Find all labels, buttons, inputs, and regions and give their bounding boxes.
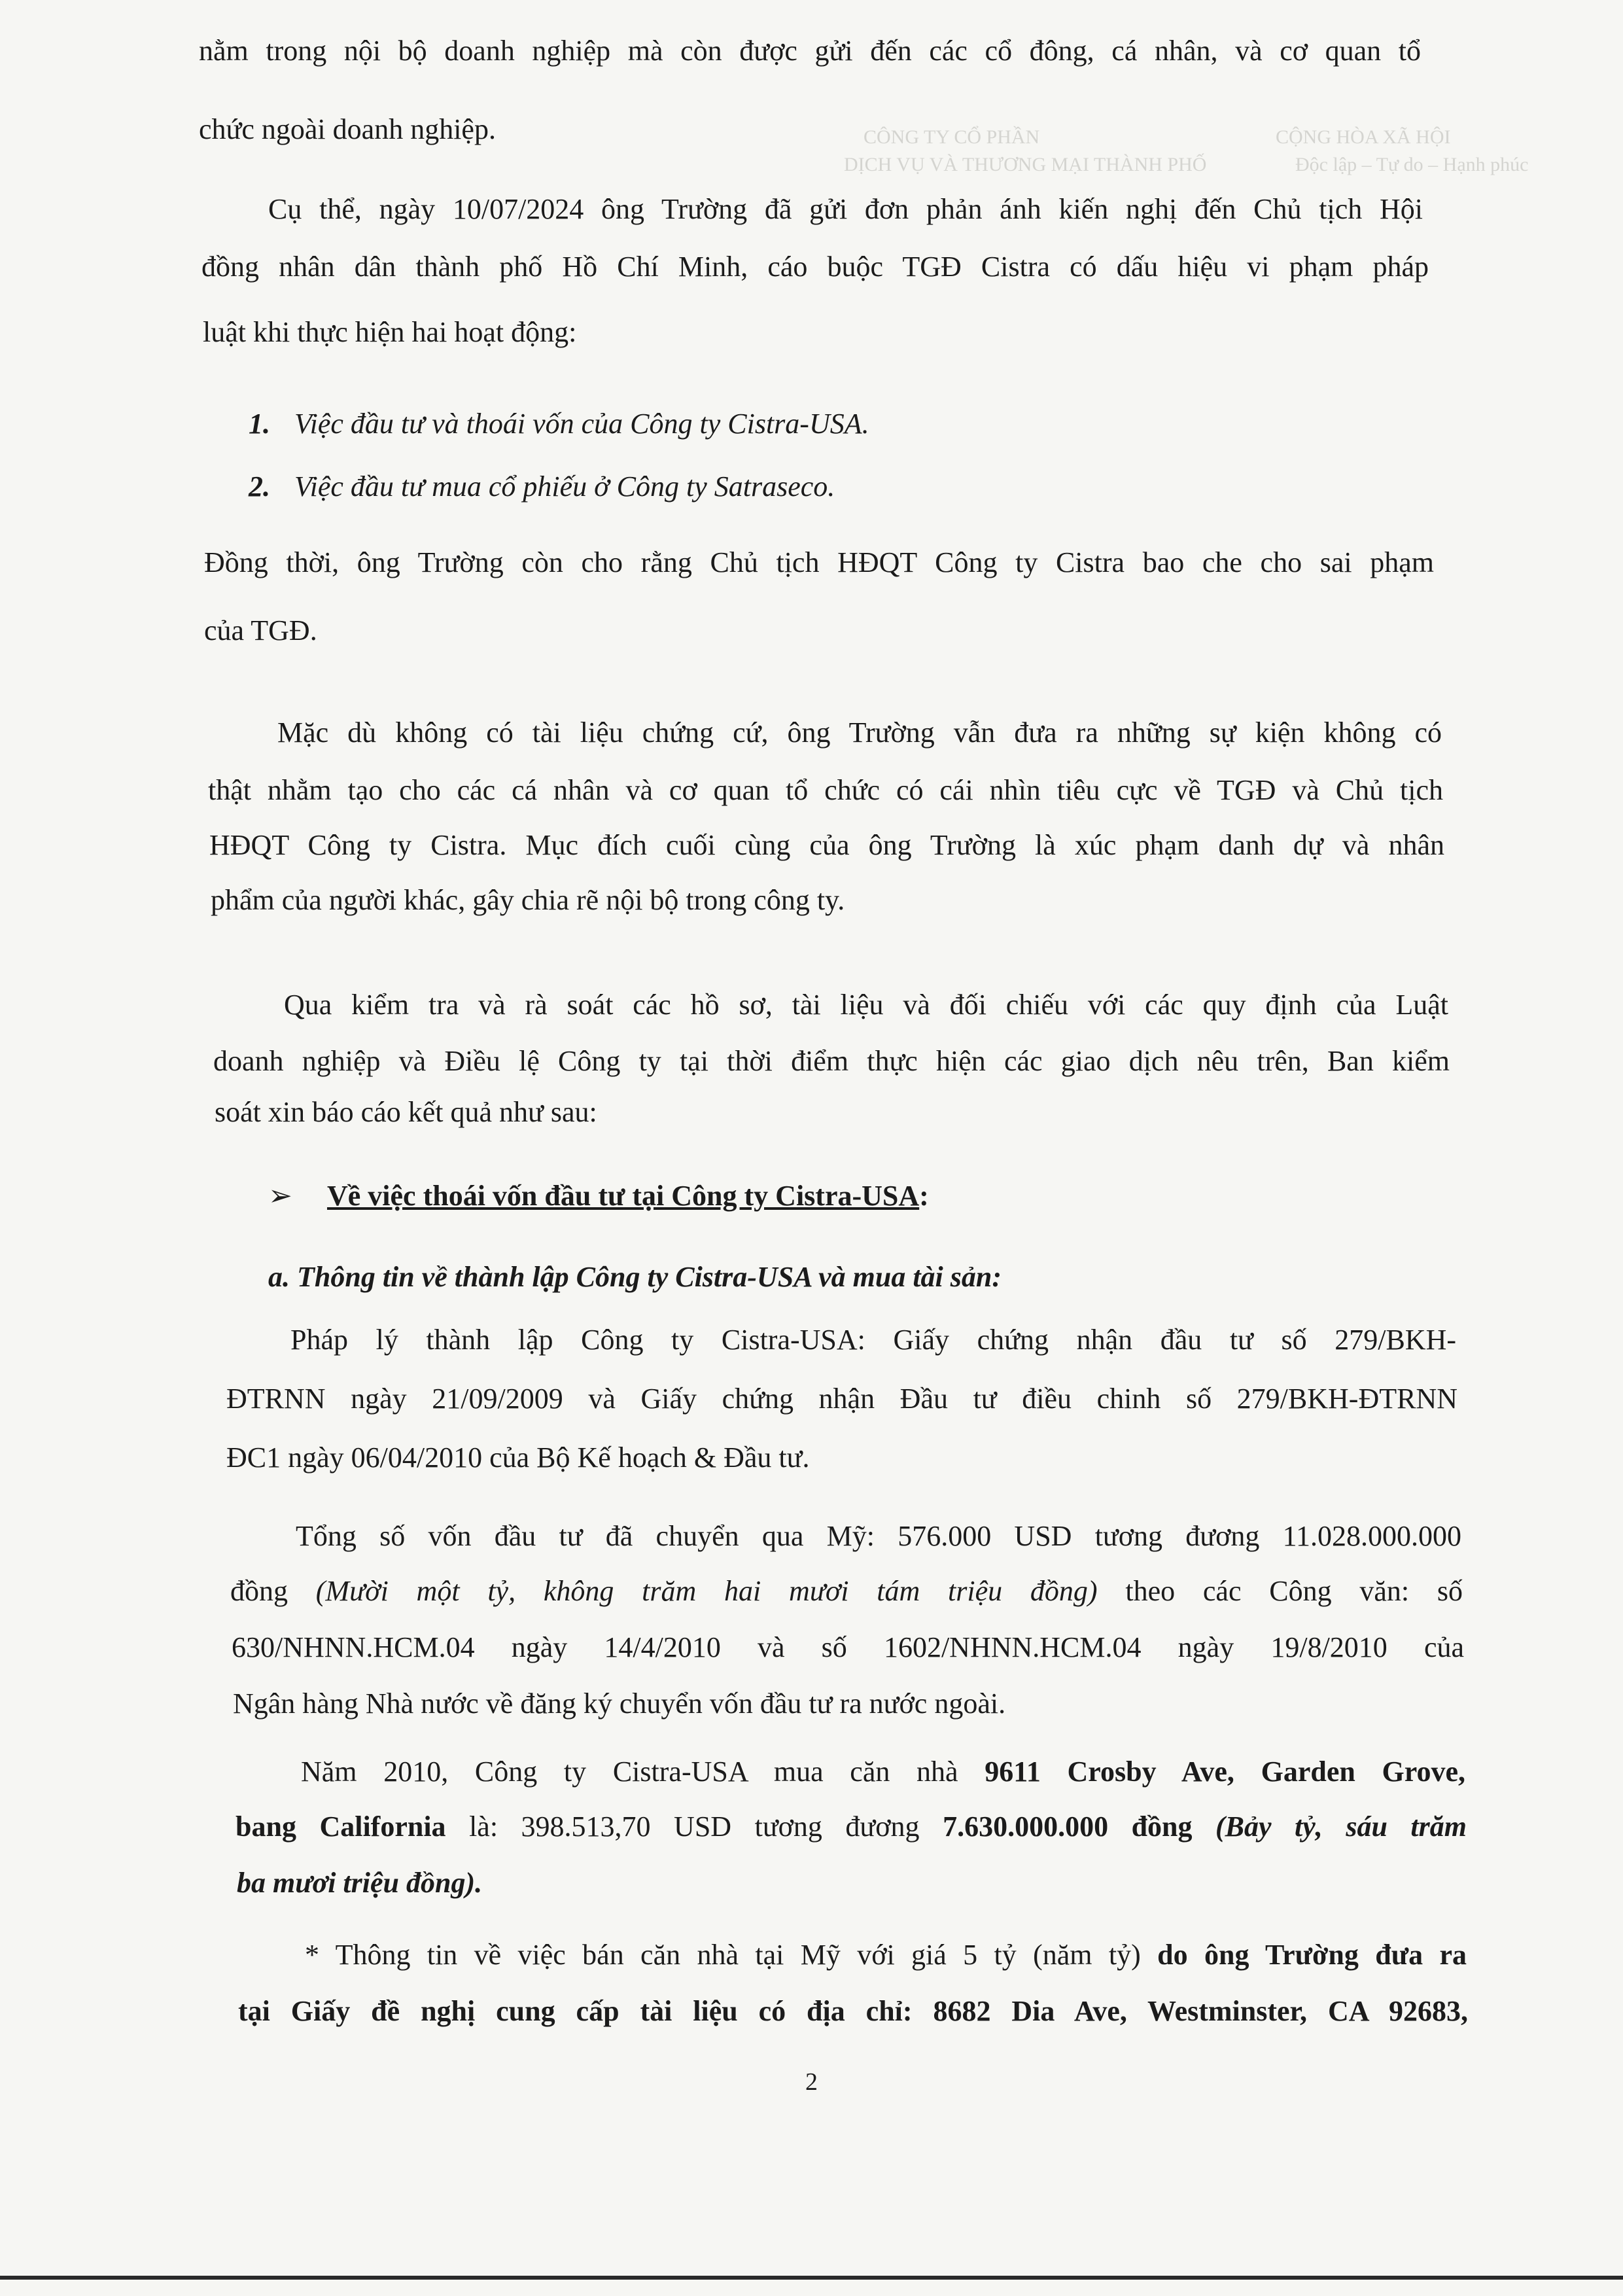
paragraph-line: Mặc dù không có tài liệu chứng cứ, ông Trường vẫn đưa ra những sự kiện không có: [277, 716, 1442, 749]
section-heading-text: Về việc thoái vốn đầu tư tại Công ty Cistra-USA: [327, 1180, 920, 1212]
text-run: Năm 2010, Công ty Cistra-USA mua căn nhà: [301, 1756, 985, 1788]
section-heading: [268, 1178, 929, 1214]
paragraph-line: 630/NHNN.HCM.04 ngày 14/4/2010 và số 1602/NHNN.HCM.04 ngày 19/8/2010 của: [232, 1631, 1464, 1663]
text-run-bold: 7.630.000.000 đồng: [943, 1810, 1193, 1843]
paragraph-line: ĐC1 ngày 06/04/2010 của Bộ Kế hoạch & Đầu tư.: [226, 1441, 810, 1474]
list-number: 1.: [249, 408, 270, 440]
paragraph-line: doanh nghiệp và Điều lệ Công ty tại thời điểm thực hiện các giao dịch nêu trên, Ban kiểm: [213, 1045, 1450, 1077]
paragraph-line: của TGĐ.: [204, 614, 317, 646]
section-heading-colon: :: [919, 1180, 929, 1212]
text-run: * Thông tin về việc bán căn nhà tại Mỹ với giá 5 tỷ (năm tỷ): [305, 1939, 1158, 1971]
paragraph-line: [305, 1937, 1467, 1973]
paragraph-line: Tổng số vốn đầu tư đã chuyển qua Mỹ: 576.000 USD tương đương 11.028.000.000: [296, 1520, 1461, 1552]
text-run: đồng: [230, 1575, 316, 1607]
paragraph-line: chức ngoài doanh nghiệp.: [199, 113, 496, 145]
paragraph-line: thật nhằm tạo cho các cá nhân và cơ quan tổ chức có cái nhìn tiêu cực về TGĐ và Chủ tịch: [208, 774, 1443, 806]
text-run-bold: do ông Trường đưa ra: [1157, 1939, 1467, 1971]
text-run-italic: (Mười một tỷ, không trăm hai mươi tám triệu đồng): [315, 1575, 1098, 1607]
paragraph-line: [230, 1573, 1463, 1610]
text-run: là: 398.513,70 USD tương đương: [445, 1810, 943, 1843]
text-run-bold: bang California: [236, 1810, 446, 1843]
text-run-bold: 9611 Crosby Ave, Garden Grove,: [985, 1756, 1465, 1788]
text-run-bold-italic: (Bảy tỷ, sáu trăm: [1192, 1810, 1467, 1843]
paragraph-line: HĐQT Công ty Cistra. Mục đích cuối cùng của ông Trường là xúc phạm danh dự và nhân: [209, 829, 1444, 861]
list-number: 2.: [249, 470, 270, 503]
list-item-text: Việc đầu tư mua cổ phiếu ở Công ty Satraseco.: [294, 470, 835, 503]
paragraph-line: Ngân hàng Nhà nước về đăng ký chuyển vốn đầu tư ra nước ngoài.: [233, 1687, 1006, 1720]
paragraph-line: Đồng thời, ông Trường còn cho rằng Chủ tịch HĐQT Công ty Cistra bao che cho sai phạm: [204, 546, 1434, 578]
list-item: [249, 468, 835, 505]
bleed-through-text: CỘNG HÒA XÃ HỘI: [1276, 126, 1451, 148]
paragraph-line: nằm trong nội bộ doanh nghiệp mà còn được gửi đến các cổ đông, cá nhân, và cơ quan tổ: [199, 35, 1421, 67]
arrow-bullet-icon: ➢: [268, 1180, 292, 1212]
paragraph-line: ba mươi triệu đồng).: [237, 1867, 483, 1899]
page-number: 2: [805, 2068, 818, 2096]
paragraph-line: đồng nhân dân thành phố Hồ Chí Minh, cáo buộc TGĐ Cistra có dấu hiệu vi phạm pháp: [201, 251, 1429, 283]
text-run: theo các Công văn: số: [1097, 1575, 1463, 1607]
paragraph-line: phẩm của người khác, gây chia rẽ nội bộ trong công ty.: [211, 884, 845, 916]
list-item: [249, 406, 869, 442]
paragraph-line: soát xin báo cáo kết quả như sau:: [215, 1096, 597, 1128]
scan-edge-line: [0, 2276, 1623, 2280]
paragraph-line: ĐTRNN ngày 21/09/2009 và Giấy chứng nhận Đầu tư điều chinh số 279/BKH-ĐTRNN: [226, 1383, 1457, 1415]
paragraph-line: luật khi thực hiện hai hoạt động:: [203, 316, 577, 348]
paragraph-line: Qua kiểm tra và rà soát các hồ sơ, tài liệu và đối chiếu với các quy định của Luật: [284, 989, 1448, 1021]
bleed-through-text: Độc lập – Tự do – Hạnh phúc: [1295, 154, 1529, 175]
bleed-through-text: CÔNG TY CỔ PHẦN: [864, 126, 1040, 148]
list-item-text: Việc đầu tư và thoái vốn của Công ty Cistra-USA.: [294, 408, 869, 440]
paragraph-line: tại Giấy đề nghị cung cấp tài liệu có địa chỉ: 8682 Dia Ave, Westminster, CA 92683,: [238, 1995, 1468, 2027]
subsection-heading: a. Thông tin về thành lập Công ty Cistra-USA và mua tài sản:: [268, 1261, 1002, 1293]
paragraph-line: Cụ thể, ngày 10/07/2024 ông Trường đã gửi đơn phản ánh kiến nghị đến Chủ tịch Hội: [268, 193, 1423, 225]
paragraph-line: Pháp lý thành lập Công ty Cistra-USA: Giấy chứng nhận đầu tư số 279/BKH-: [290, 1324, 1456, 1356]
paragraph-line: [236, 1809, 1467, 1845]
bleed-through-text: DỊCH VỤ VÀ THƯƠNG MẠI THÀNH PHỐ: [844, 154, 1207, 175]
paragraph-line: [301, 1754, 1465, 1790]
